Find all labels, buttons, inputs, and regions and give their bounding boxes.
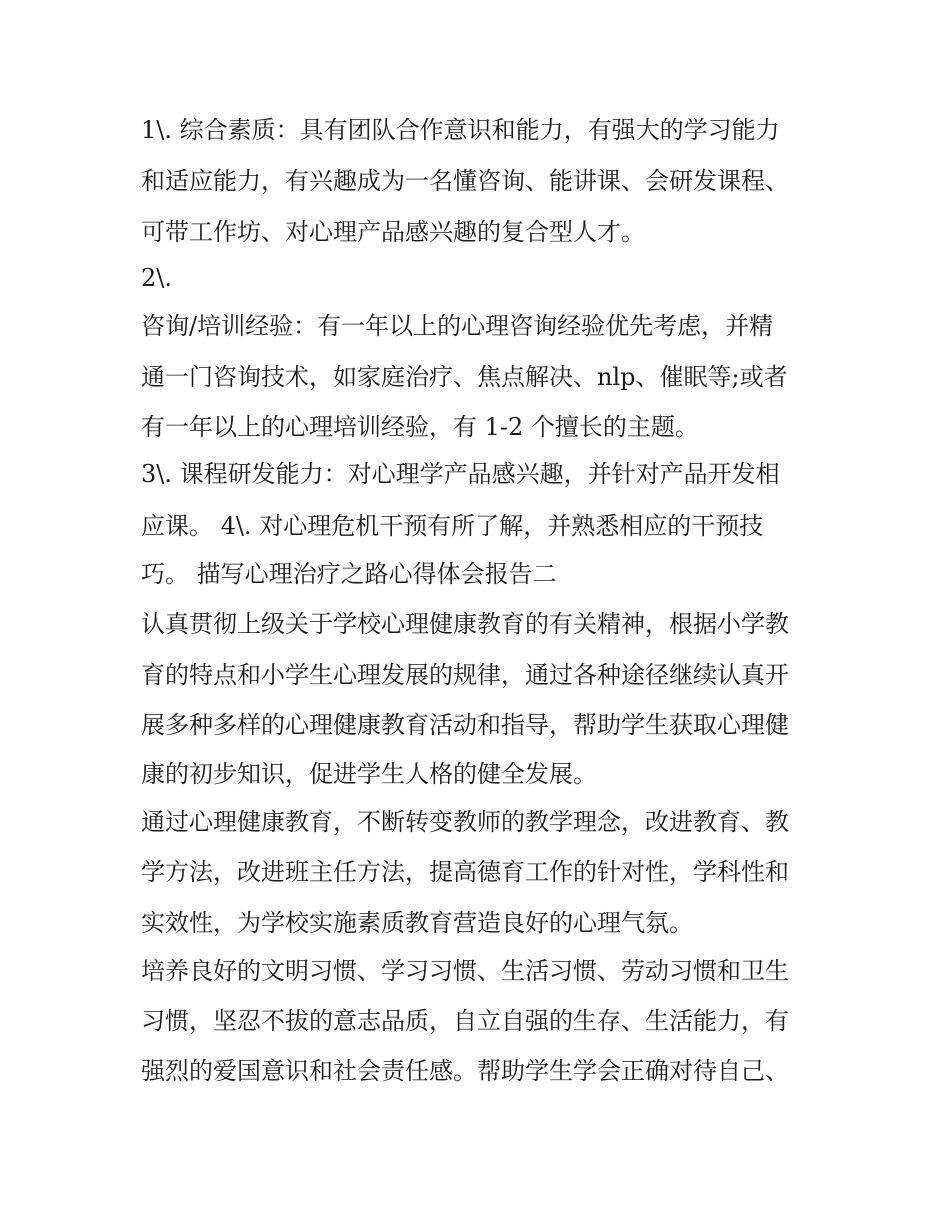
text-line: 通过心理健康教育，不断转变教师的教学理念，改进教育、教	[141, 808, 789, 836]
text-line: 康的初步知识，促进学生人格的健全发展。	[141, 760, 597, 788]
text-line: 实效性，为学校实施素质教育营造良好的心理气氛。	[141, 909, 693, 937]
text-line: 强烈的爱国意识和社会责任感。帮助学生学会正确对待自己、	[141, 1057, 789, 1085]
text-line: 通一门咨询技术，如家庭治疗、焦点解决、nlp、催眠等;或者	[141, 363, 788, 391]
text-line: 认真贯彻上级关于学校心理健康教育的有关精神，根据小学教	[141, 610, 789, 638]
text-line: 2\.	[141, 264, 172, 292]
text-line: 有一年以上的心理培训经验，有 1-2 个擅长的主题。	[141, 413, 699, 441]
text-line: 学方法，改进班主任方法，提高德育工作的针对性，学科性和	[141, 858, 789, 886]
text-line: 巧。 描写心理治疗之路心得体会报告二	[141, 560, 557, 588]
text-line: 应课。 4\. 对心理危机干预有所了解，并熟悉相应的干预技	[141, 512, 764, 540]
text-line: 3\. 课程研发能力：对心理学产品感兴趣，并针对产品开发相	[141, 460, 780, 488]
text-line: 展多种多样的心理健康教育活动和指导，帮助学生获取心理健	[141, 711, 789, 739]
text-line: 1\. 综合素质：具有团队合作意识和能力，有强大的学习能力	[141, 116, 780, 144]
text-line: 培养良好的文明习惯、学习习惯、生活习惯、劳动习惯和卫生	[141, 957, 789, 985]
text-line: 习惯，坚忍不拔的意志品质，自立自强的生存、生活能力，有	[141, 1007, 789, 1035]
text-line: 咨询/培训经验：有一年以上的心理咨询经验优先考虑，并精	[141, 312, 774, 340]
text-line: 育的特点和小学生心理发展的规律，通过各种途径继续认真开	[141, 661, 789, 689]
text-line: 可带工作坊、对心理产品感兴趣的复合型人才。	[141, 218, 645, 246]
text-line: 和适应能力，有兴趣成为一名懂咨询、能讲课、会研发课程、	[141, 167, 789, 195]
